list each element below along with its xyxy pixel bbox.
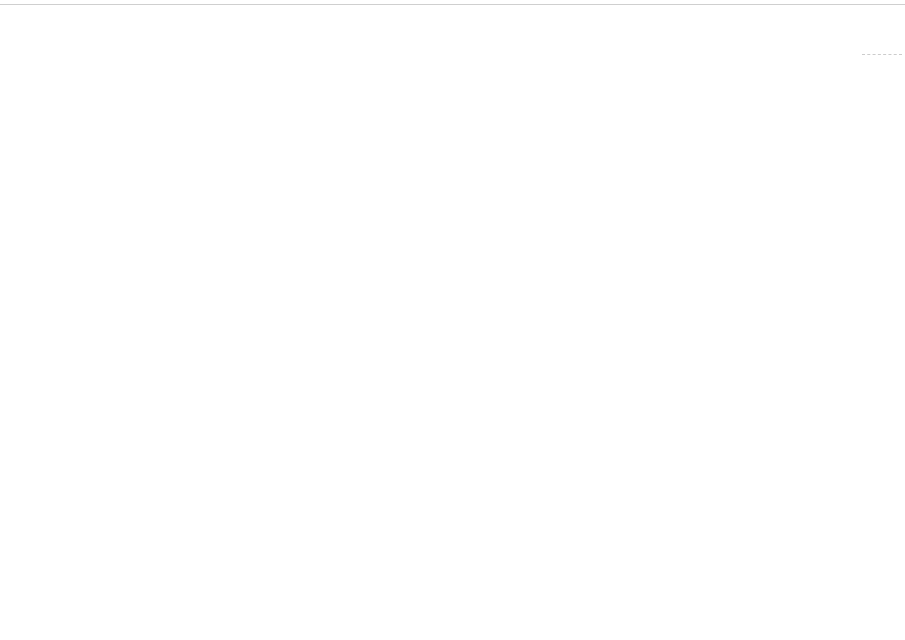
scan-top-edge xyxy=(0,4,905,5)
scan-margin-mark xyxy=(862,54,902,56)
